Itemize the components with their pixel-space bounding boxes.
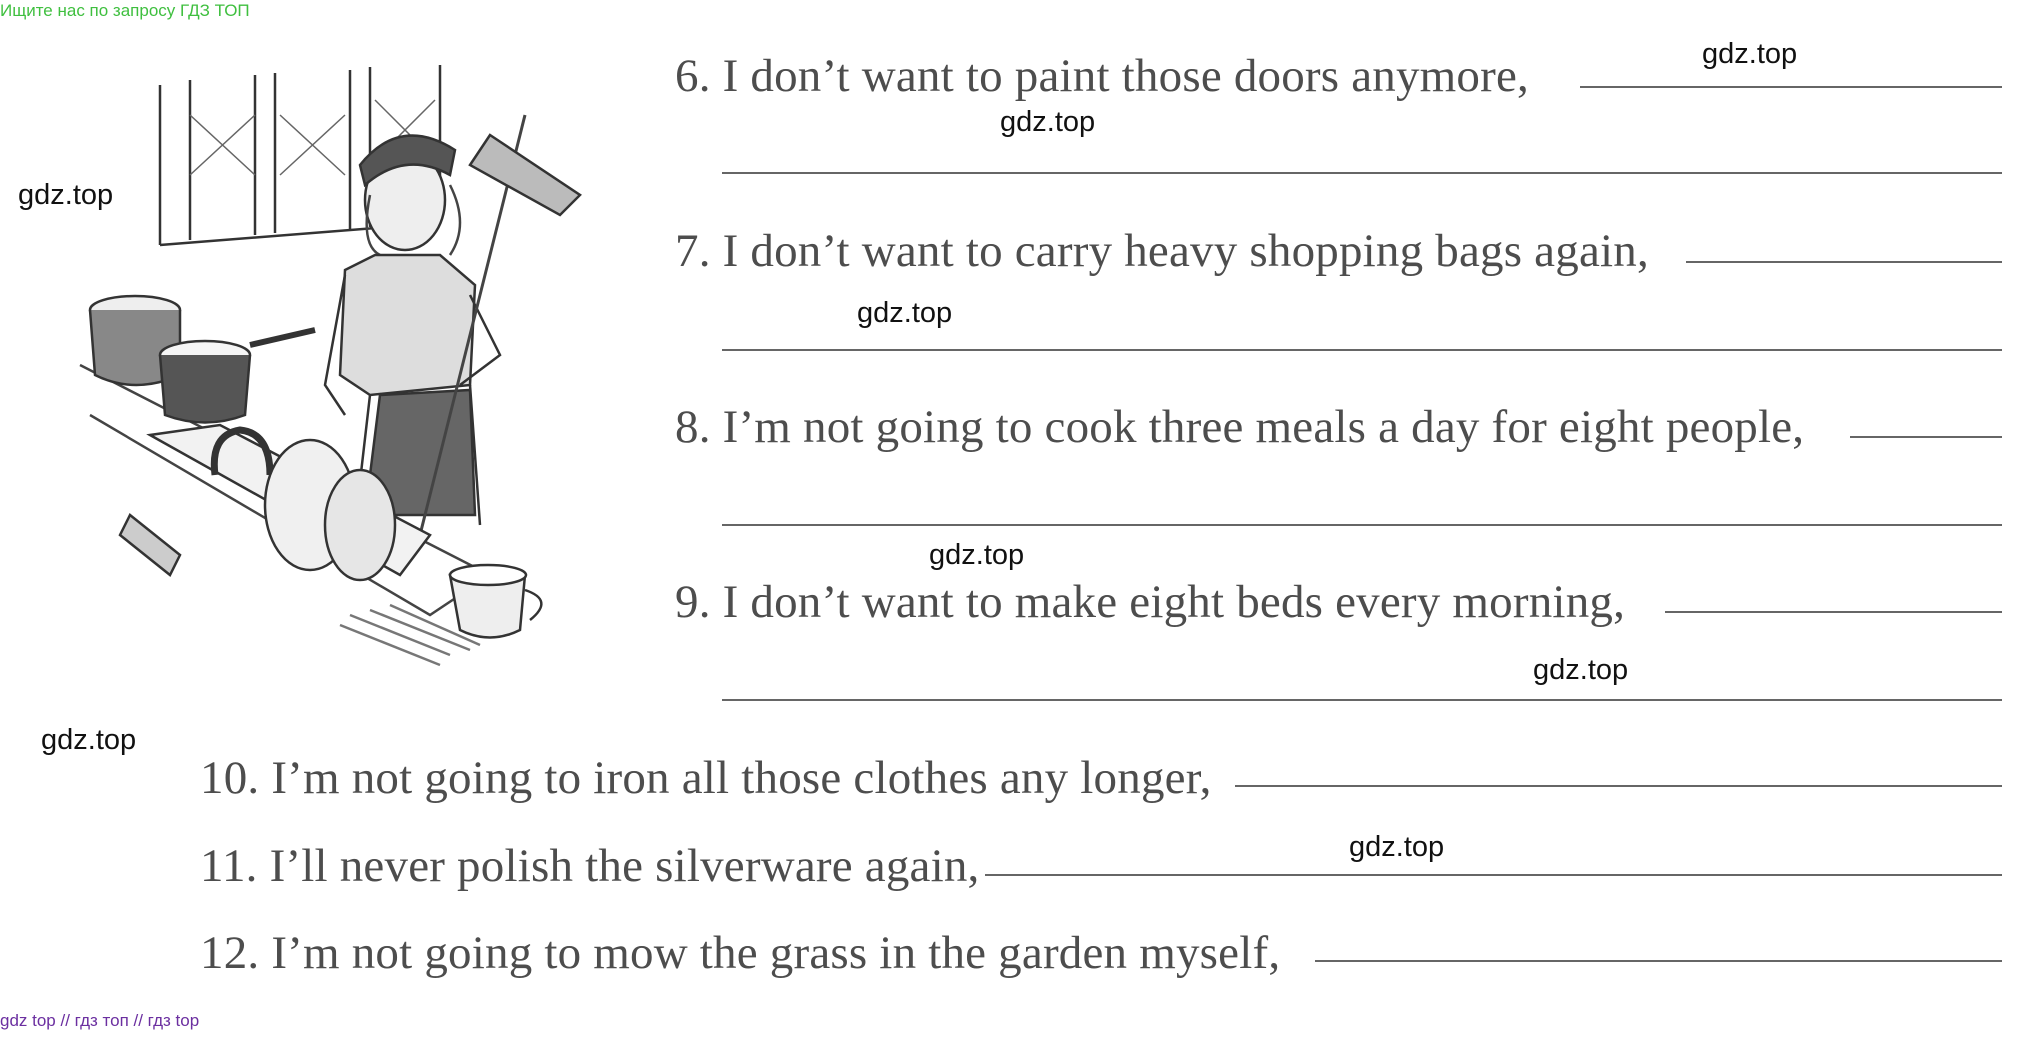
- answer-line[interactable]: [722, 524, 2002, 526]
- footer-links[interactable]: [0, 1010, 2021, 1032]
- watermark-text: gdz.top: [18, 179, 114, 211]
- exercise-number: 8.: [675, 401, 711, 453]
- footer-text: gdz top // гдз топ // гдз top: [0, 1011, 200, 1030]
- answer-line[interactable]: [722, 349, 2002, 351]
- answer-line[interactable]: [1580, 86, 2002, 88]
- exercise-text: I’m not going to cook three meals a day for eight people,: [722, 401, 1805, 453]
- exercise-8: [675, 400, 1804, 454]
- exercise-number: 11.: [200, 840, 258, 892]
- exercise-text: I’m not going to mow the grass in the garden myself,: [271, 927, 1281, 979]
- exercise-text: I’m not going to iron all those clothes any longer,: [271, 752, 1212, 804]
- answer-line[interactable]: [722, 172, 2002, 174]
- exercise-6: [675, 49, 1529, 103]
- exercise-9: [675, 575, 1625, 629]
- exercise-7: [675, 224, 1649, 278]
- exercise-12: [200, 926, 1280, 980]
- watermark-text: gdz.top: [1349, 831, 1445, 863]
- answer-line[interactable]: [985, 874, 2002, 876]
- exercise-text: I don’t want to paint those doors anymore,: [722, 50, 1529, 102]
- watermark-text: gdz.top: [1533, 654, 1629, 686]
- exercise-11: [200, 839, 980, 893]
- watermark-text: gdz.top: [1000, 106, 1096, 138]
- exercise-text: I don’t want to make eight beds every morning,: [722, 576, 1626, 628]
- answer-line[interactable]: [1235, 785, 2002, 787]
- answer-line[interactable]: [1315, 960, 2002, 962]
- exercise-number: 9.: [675, 576, 711, 628]
- watermark-text: gdz.top: [857, 297, 953, 329]
- exercise-10: [200, 751, 1212, 805]
- exercise-number: 10.: [200, 752, 260, 804]
- exercise-number: 12.: [200, 927, 260, 979]
- exercise-text: I’ll never polish the silverware again,: [269, 840, 980, 892]
- kitchen-illustration: [70, 55, 630, 695]
- site-banner-text: Ищите нас по запросу ГДЗ ТОП: [0, 1, 250, 20]
- watermark-text: gdz.top: [41, 724, 137, 756]
- watermark-text: gdz.top: [1702, 38, 1798, 70]
- answer-line[interactable]: [1665, 611, 2002, 613]
- answer-line[interactable]: [722, 699, 2002, 701]
- exercise-number: 7.: [675, 225, 711, 277]
- answer-line[interactable]: [1850, 436, 2002, 438]
- exercise-text: I don’t want to carry heavy shopping bags again,: [722, 225, 1649, 277]
- answer-line[interactable]: [1686, 261, 2002, 263]
- exercise-number: 6.: [675, 50, 711, 102]
- site-banner[interactable]: [0, 0, 2021, 22]
- watermark-text: gdz.top: [929, 539, 1025, 571]
